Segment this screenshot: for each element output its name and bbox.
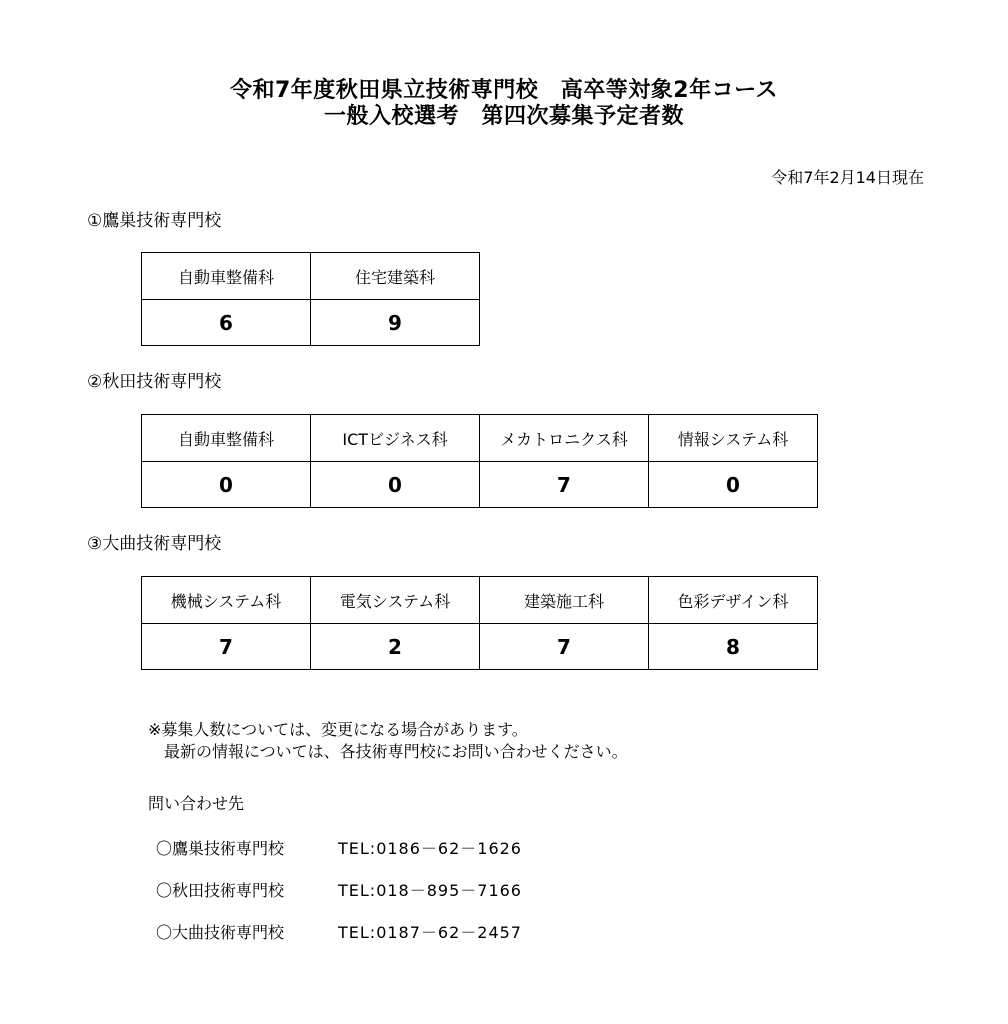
- school-heading-akita: ②秋田技術専門校: [87, 372, 222, 392]
- table-header-row: [142, 253, 480, 300]
- department-cell: 色彩デザイン科: [649, 577, 818, 624]
- contact-item: [156, 880, 522, 902]
- contact-item: [156, 922, 522, 944]
- quota-value-cell: 0: [311, 462, 480, 508]
- contact-phone: TEL:018－895－7166: [338, 881, 522, 900]
- as-of-date: 令和7年2月14日現在: [771, 168, 924, 187]
- table-value-row: [142, 624, 818, 670]
- department-cell: 電気システム科: [311, 577, 480, 624]
- note-line-2: 最新の情報については、各技術専門校にお問い合わせください。: [164, 742, 628, 761]
- quota-value-cell: 7: [480, 462, 649, 508]
- quota-table-omagari: [141, 576, 818, 670]
- department-cell: 住宅建築科: [311, 253, 480, 300]
- quota-value-cell: 0: [142, 462, 311, 508]
- quota-value-cell: 7: [480, 624, 649, 670]
- quota-value-cell: 7: [142, 624, 311, 670]
- document-title-line-2: 一般入校選考 第四次募集予定者数: [323, 104, 684, 129]
- department-cell: メカトロニクス科: [480, 415, 649, 462]
- quota-table-akita: [141, 414, 818, 508]
- table-header-row: [142, 415, 818, 462]
- contact-heading: 問い合わせ先: [148, 794, 245, 813]
- school-heading-omagari: ③大曲技術専門校: [87, 534, 222, 554]
- quota-value-cell: 2: [311, 624, 480, 670]
- quota-table-takanosu: [141, 252, 480, 346]
- school-heading-takanosu: ①鷹巣技術専門校: [87, 211, 222, 231]
- contact-school-name: 〇大曲技術専門校: [156, 923, 285, 942]
- quota-value-cell: 9: [311, 300, 480, 346]
- department-cell: 自動車整備科: [142, 415, 311, 462]
- document-title-line-1: 令和7年度秋田県立技術専門校 高卒等対象2年コース: [229, 78, 779, 103]
- department-cell: 自動車整備科: [142, 253, 311, 300]
- department-cell: 建築施工科: [480, 577, 649, 624]
- department-cell: 情報システム科: [649, 415, 818, 462]
- quota-value-cell: 8: [649, 624, 818, 670]
- contact-school-name: 〇鷹巣技術専門校: [156, 839, 285, 858]
- note-line-1: ※募集人数については、変更になる場合があります。: [148, 720, 528, 739]
- contact-phone: TEL:0186－62－1626: [338, 839, 522, 858]
- table-header-row: [142, 577, 818, 624]
- quota-value-cell: 0: [649, 462, 818, 508]
- quota-value-cell: 6: [142, 300, 311, 346]
- department-cell: 機械システム科: [142, 577, 311, 624]
- contact-phone: TEL:0187－62－2457: [338, 923, 522, 942]
- department-cell: ICTビジネス科: [311, 415, 480, 462]
- contact-school-name: 〇秋田技術専門校: [156, 881, 285, 900]
- table-value-row: [142, 462, 818, 508]
- contact-item: [156, 838, 522, 860]
- table-value-row: [142, 300, 480, 346]
